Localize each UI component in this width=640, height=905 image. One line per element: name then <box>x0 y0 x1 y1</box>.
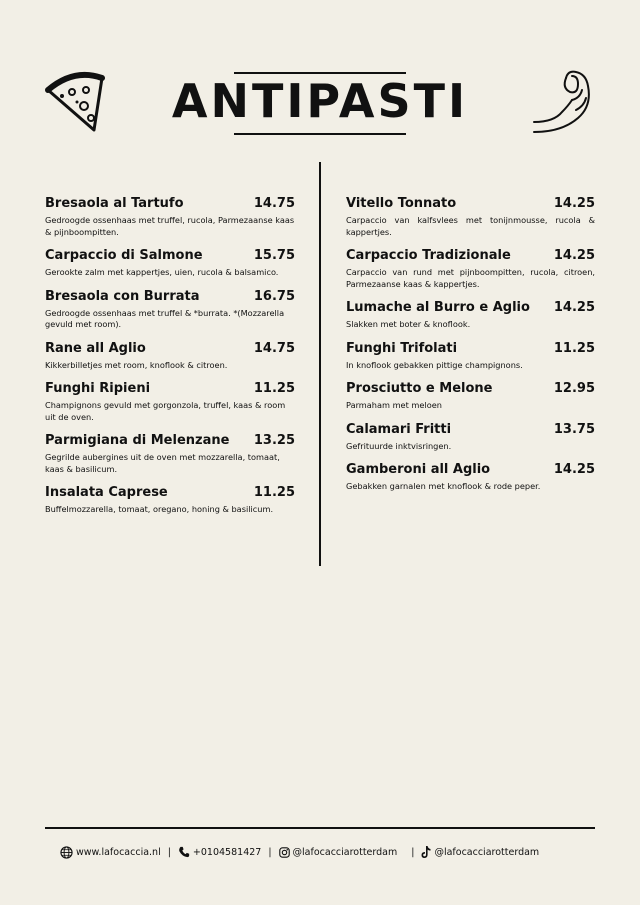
item-description: Parmaham met meloen <box>346 400 442 410</box>
footer-separator: | <box>167 846 171 858</box>
item-name: Lumache al Burro e Aglio <box>346 300 530 315</box>
item-description: Kikkerbilletjes met room, knoflook & citroen. <box>45 359 228 370</box>
item-description: Slakken met boter & knoflook. <box>346 319 471 329</box>
instagram-icon <box>279 847 290 858</box>
item-name: Bresaola con Burrata <box>45 288 200 304</box>
item-description: Carpaccio van kalfsvlees met tonijnmousse, rucola & kappertjes. <box>346 215 595 237</box>
menu-column-right <box>346 196 595 503</box>
menu-item <box>45 289 295 331</box>
item-description: Champignons gevuld met gorgonzola, truffel, kaas & room uit de oven. <box>45 400 286 422</box>
item-price: 14.25 <box>553 462 595 477</box>
item-price: 12.95 <box>553 381 595 396</box>
item-description: Gefrituurde inktvisringen. <box>346 440 452 451</box>
item-description: Gegrilde aubergines uit de oven met mozzarella, tomaat, kaas & basilicum. <box>45 452 280 474</box>
menu-item <box>346 422 595 453</box>
item-description: In knoflook gebakken pittige champignons. <box>346 359 523 370</box>
footer-rule <box>45 827 595 829</box>
footer-tiktok[interactable] <box>421 845 539 859</box>
footer-phone[interactable] <box>178 846 261 858</box>
phone-icon <box>178 846 190 858</box>
menu-item <box>45 381 295 423</box>
pizza-slice-icon <box>44 66 106 136</box>
menu-item <box>45 341 295 372</box>
tiktok-icon <box>421 845 431 859</box>
footer-separator: | <box>268 846 272 858</box>
menu-item <box>45 248 295 279</box>
item-price: 16.75 <box>253 288 295 304</box>
menu-item <box>346 381 595 412</box>
page-title: ANTIPASTI <box>171 74 469 128</box>
item-price: 11.25 <box>553 340 595 356</box>
footer-separator: | <box>411 846 415 858</box>
item-price: 14.25 <box>553 248 595 263</box>
item-price: 11.25 <box>253 381 295 396</box>
item-description: Carpaccio van rund met pijnboompitten, rucola, citroen, Parmezaanse kaas & kappertjes. <box>346 267 595 289</box>
item-price: 14.25 <box>553 196 595 211</box>
menu-item <box>346 341 595 372</box>
menu-column-left <box>45 196 295 526</box>
chef-kiss-hand-icon <box>532 66 596 136</box>
menu-item <box>45 196 295 238</box>
item-name: Prosciutto e Melone <box>346 381 493 396</box>
menu-item <box>45 485 295 516</box>
item-name: Insalata Caprese <box>45 485 168 500</box>
footer-website[interactable] <box>60 846 161 859</box>
instagram-text: @lafocacciarotterdam <box>292 846 398 858</box>
website-text: www.lafocaccia.nl <box>76 846 161 858</box>
item-price: 13.75 <box>553 421 595 437</box>
item-price: 14.75 <box>253 196 295 211</box>
title-rule-bottom <box>234 133 406 135</box>
item-name: Bresaola al Tartufo <box>45 196 184 211</box>
menu-item <box>346 300 595 331</box>
item-name: Parmigiana di Melenzane <box>45 433 230 448</box>
menu-item <box>346 462 595 493</box>
menu-item <box>346 196 595 238</box>
phone-text: +0104581427 <box>192 846 262 858</box>
item-price: 13.25 <box>253 433 295 448</box>
item-description: Gebakken garnalen met knoflook & rode peper. <box>346 481 541 491</box>
item-price: 14.75 <box>253 340 295 356</box>
item-description: Gedroogde ossenhaas met truffel, rucola, Parmezaanse kaas & pijnboompitten. <box>45 215 295 237</box>
item-name: Carpaccio di Salmone <box>45 248 203 263</box>
item-price: 11.25 <box>253 485 295 500</box>
menu-item <box>346 248 595 290</box>
menu-item <box>45 433 295 475</box>
item-name: Calamari Fritti <box>346 421 452 437</box>
globe-icon <box>60 846 73 859</box>
item-name: Vitello Tonnato <box>346 196 457 211</box>
item-price: 15.75 <box>253 248 295 263</box>
footer-instagram[interactable] <box>279 847 398 858</box>
item-description: Gerookte zalm met kappertjes, uien, rucola & balsamico. <box>45 267 279 277</box>
item-name: Funghi Ripieni <box>45 381 151 396</box>
item-description: Buffelmozzarella, tomaat, oregano, honing & basilicum. <box>45 504 274 514</box>
footer-contact-bar <box>60 845 580 859</box>
item-name: Carpaccio Tradizionale <box>346 248 511 263</box>
column-divider <box>319 162 321 566</box>
item-name: Rane all Aglio <box>45 340 146 356</box>
tiktok-text: @lafocacciarotterdam <box>434 846 540 858</box>
item-description: Gedroogde ossenhaas met truffel & *burrata. *(Mozzarella gevuld met room). <box>45 307 285 329</box>
item-name: Funghi Trifolati <box>346 340 458 356</box>
item-price: 14.25 <box>553 300 595 315</box>
item-name: Gamberoni all Aglio <box>346 462 491 477</box>
